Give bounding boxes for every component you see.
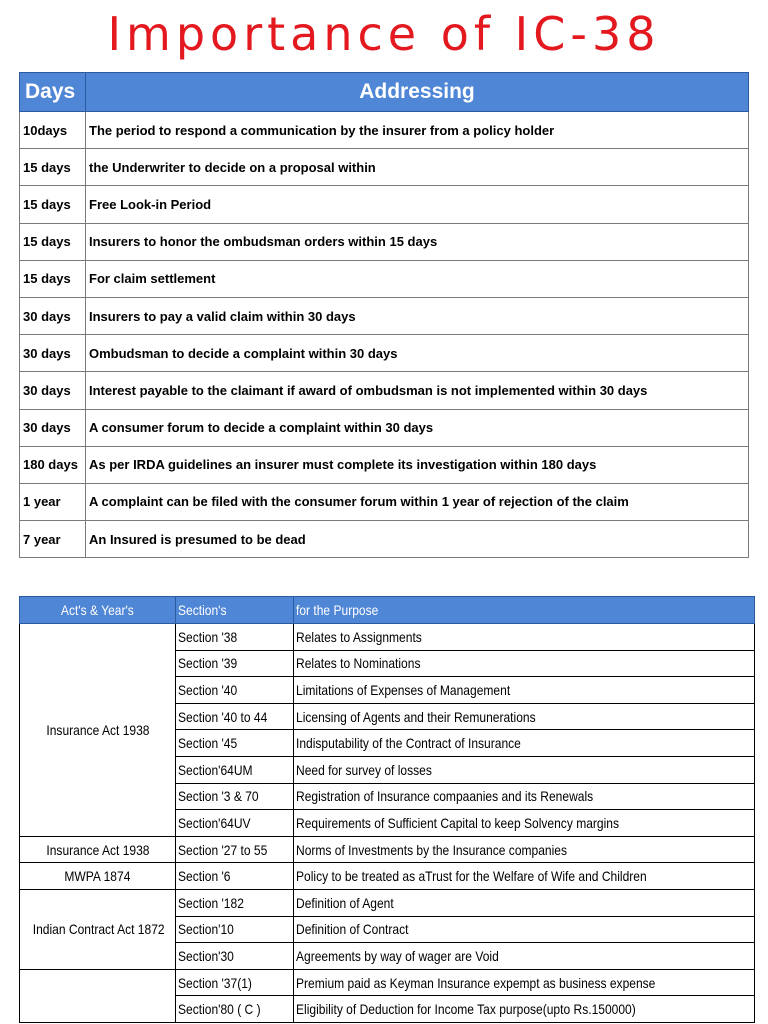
table-row <box>20 446 749 483</box>
section-label: Section '182 <box>178 894 244 911</box>
section-label: Section '40 to 44 <box>178 708 268 725</box>
section-cell <box>176 783 294 810</box>
section-cell <box>176 730 294 757</box>
section-cell <box>176 889 294 916</box>
section-label: Section'80 ( C ) <box>178 1001 261 1018</box>
purpose-label: Agreements by way of wager are Void <box>296 947 499 964</box>
addressing-cell: An Insured is presumed to be dead <box>86 521 749 558</box>
days-cell: 15 days <box>20 260 86 297</box>
table-row <box>20 409 749 446</box>
section-cell <box>176 836 294 863</box>
act-cell <box>20 863 176 890</box>
days-cell: 15 days <box>20 149 86 186</box>
section-cell <box>176 863 294 890</box>
table-row <box>20 335 749 372</box>
purpose-cell <box>294 677 755 704</box>
act-label: Indian Contract Act 1872 <box>32 921 165 938</box>
section-cell <box>176 969 294 996</box>
section-cell <box>176 996 294 1023</box>
days-cell: 15 days <box>20 223 86 260</box>
purpose-cell <box>294 783 755 810</box>
table-row <box>20 969 755 996</box>
column-header-days: Days <box>20 73 86 112</box>
purpose-cell <box>294 889 755 916</box>
section-cell <box>176 916 294 943</box>
purpose-label: Policy to be treated as aTrust for the Welfare of Wife and Children <box>296 868 647 885</box>
section-cell <box>176 943 294 970</box>
addressing-cell: As per IRDA guidelines an insurer must complete its investigation within 180 days <box>86 446 749 483</box>
table-row <box>20 112 749 149</box>
table-row <box>20 863 755 890</box>
column-header-addressing: Addressing <box>86 73 749 112</box>
purpose-label: Indisputability of the Contract of Insurance <box>296 735 521 752</box>
days-cell: 180 days <box>20 446 86 483</box>
column-header-purpose: for the Purpose <box>294 597 755 624</box>
purpose-label: Norms of Investments by the Insurance companies <box>296 841 568 858</box>
section-cell <box>176 810 294 837</box>
purpose-cell <box>294 624 755 651</box>
section-label: Section'30 <box>178 947 234 964</box>
section-label: Section '45 <box>178 735 238 752</box>
purpose-cell <box>294 730 755 757</box>
addressing-cell: the Underwriter to decide on a proposal within <box>86 149 749 186</box>
days-cell: 30 days <box>20 335 86 372</box>
purpose-cell <box>294 943 755 970</box>
addressing-cell: Insurers to honor the ombudsman orders within 15 days <box>86 223 749 260</box>
addressing-cell: Insurers to pay a valid claim within 30 days <box>86 297 749 334</box>
addressing-cell: A consumer forum to decide a complaint within 30 days <box>86 409 749 446</box>
days-cell: 15 days <box>20 186 86 223</box>
addressing-cell: For claim settlement <box>86 260 749 297</box>
table-row <box>20 624 755 651</box>
section-label: Section '3 & 70 <box>178 788 259 805</box>
act-label: Insurance Act 1938 <box>45 841 150 858</box>
section-label: Section '27 to 55 <box>178 841 268 858</box>
days-cell: 1 year <box>20 483 86 520</box>
section-cell <box>176 650 294 677</box>
acts-table <box>19 596 755 1023</box>
section-label: Section '39 <box>178 655 238 672</box>
addressing-cell: A complaint can be filed with the consumer forum within 1 year of rejection of the claim <box>86 483 749 520</box>
table-row <box>20 372 749 409</box>
purpose-cell <box>294 863 755 890</box>
act-label: Insurance Act 1938 <box>45 721 150 738</box>
purpose-label: Registration of Insurance compaanies and its Renewals <box>296 788 594 805</box>
days-cell: 10days <box>20 112 86 149</box>
addressing-cell: Interest payable to the claimant if award of ombudsman is not implemented within 30 days <box>86 372 749 409</box>
purpose-cell <box>294 756 755 783</box>
addressing-cell: The period to respond a communication by the insurer from a policy holder <box>86 112 749 149</box>
section-cell <box>176 756 294 783</box>
section-label: Section'10 <box>178 921 234 938</box>
column-header-sections: Section's <box>176 597 294 624</box>
section-cell <box>176 677 294 704</box>
table-row <box>20 186 749 223</box>
purpose-cell <box>294 996 755 1023</box>
days-cell: 30 days <box>20 372 86 409</box>
act-cell <box>20 969 176 1022</box>
section-label: Section '40 <box>178 681 238 698</box>
purpose-label: Need for survey of losses <box>296 761 432 778</box>
purpose-cell <box>294 650 755 677</box>
act-cell <box>20 889 176 969</box>
purpose-label: Relates to Assignments <box>296 628 422 645</box>
purpose-cell <box>294 916 755 943</box>
section-label: Section '37(1) <box>178 974 252 991</box>
table-row <box>20 297 749 334</box>
section-label: Section '38 <box>178 628 238 645</box>
purpose-label: Definition of Contract <box>296 921 409 938</box>
section-label: Section'64UM <box>178 761 253 778</box>
section-label: Section '6 <box>178 868 231 885</box>
days-cell: 30 days <box>20 297 86 334</box>
purpose-cell <box>294 810 755 837</box>
purpose-label: Definition of Agent <box>296 894 394 911</box>
table-row <box>20 521 749 558</box>
days-cell: 30 days <box>20 409 86 446</box>
purpose-cell <box>294 969 755 996</box>
section-cell <box>176 703 294 730</box>
purpose-label: Limitations of Expenses of Management <box>296 681 511 698</box>
days-cell: 7 year <box>20 521 86 558</box>
act-cell <box>20 624 176 837</box>
purpose-label: Eligibility of Deduction for Income Tax purpose(upto Rs.150000) <box>296 1001 636 1018</box>
purpose-label: Premium paid as Keyman Insurance expempt as business expense <box>296 974 656 991</box>
table-header-row <box>20 597 755 624</box>
purpose-cell <box>294 703 755 730</box>
table-row <box>20 836 755 863</box>
table-row <box>20 260 749 297</box>
table-row <box>20 483 749 520</box>
addressing-cell: Ombudsman to decide a complaint within 30 days <box>86 335 749 372</box>
purpose-label: Licensing of Agents and their Remunerations <box>296 708 536 725</box>
table-row <box>20 223 749 260</box>
section-label: Section'64UV <box>178 814 251 831</box>
table-header-row <box>20 73 749 112</box>
column-header-acts: Act's & Year's <box>20 597 176 624</box>
table-row <box>20 149 749 186</box>
purpose-label: Relates to Nominations <box>296 655 421 672</box>
purpose-cell <box>294 836 755 863</box>
addressing-cell: Free Look-in Period <box>86 186 749 223</box>
act-cell <box>20 836 176 863</box>
act-label: MWPA 1874 <box>64 868 131 885</box>
page-title: Importance of IC-38 <box>107 7 661 61</box>
purpose-label: Requirements of Sufficient Capital to keep Solvency margins <box>296 814 620 831</box>
section-cell <box>176 624 294 651</box>
table-row <box>20 889 755 916</box>
days-table <box>19 72 749 558</box>
